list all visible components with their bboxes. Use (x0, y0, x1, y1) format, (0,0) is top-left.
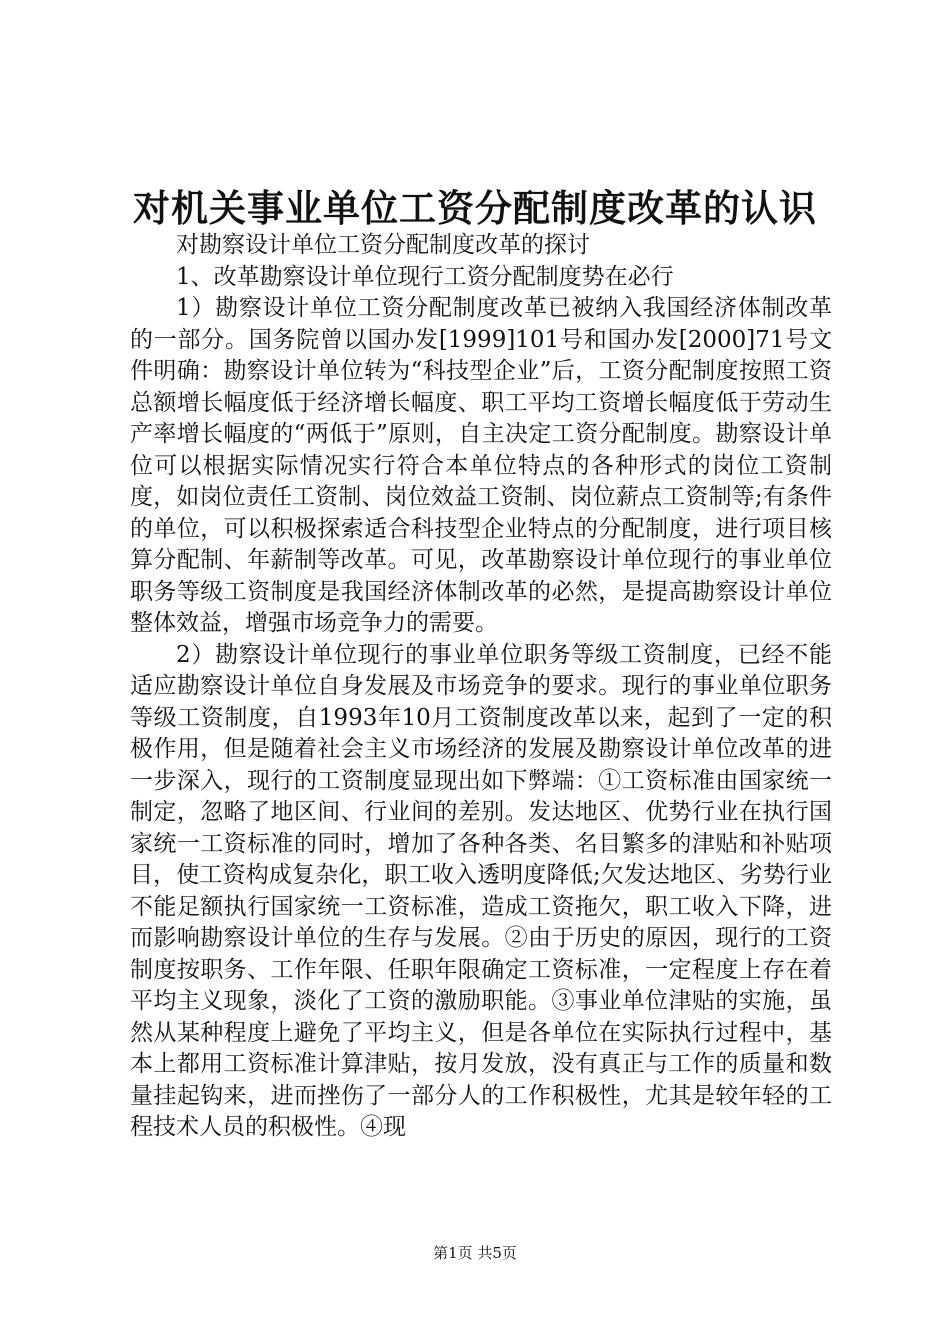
document-title: 对机关事业单位工资分配制度改革的认识 (133, 186, 817, 230)
document-body (130, 230, 832, 1144)
section-heading: 1、改革勘察设计单位现行工资分配制度势在必行 (176, 263, 674, 290)
page-footer: 第1页 共5页 (433, 1244, 517, 1262)
paragraph-2: 2）勘察设计单位现行的事业单位职务等级工资制度，已经不能适应勘察设计单位自身发展及市场竞争的要求。现行的事业单位职务等级工资制度，自1993年10月工资制度改革以来，起到了一定的积极作用，但是随着社会主义市场经济的发展及勘察设计单位改革的进一步深入，现行的工资制度显现出如下弊端：①工资标准由国家统一制定，忽略了地区间、行业间的差别。发达地区、优势行业在执行国家统一工资标准的同时，增加了各种各类、名目繁多的津贴和补贴项目，使工资构成复杂化，职工收入透明度降低;欠发达地区、劣势行业不能足额执行国家统一工资标准，造成工资拖欠，职工收入下降，进而影响勘察设计单位的生存与发展。②由于历史的原因，现行的工资制度按职务、工作年限、任职年限确定工资标准，一定程度上存在着平均主义现象，淡化了工资的激励职能。③事业单位津贴的实施，虽然从某种程度上避免了平均主义，但是各单位在实际执行过程中，基本上都用工资标准计算津贴，按月发放，没有真正与工作的质量和数量挂起钩来，进而挫伤了一部分人的工作积极性，尤其是较年轻的工程技术人员的积极性。④现 (130, 641, 832, 1140)
paragraph-1: 1）勘察设计单位工资分配制度改革已被纳入我国经济体制改革的一部分。国务院曾以国办发[1999]101号和国办发[2000]71号文件明确：勘察设计单位转为“科技型企业”后，工资分配制度按照工资总额增长幅度低于经济增长幅度、职工平均工资增长幅度低于劳动生产率增长幅度的“两低于”原则，自主决定工资分配制度。勘察设计单位可以根据实际情况实行符合本单位特点的各种形式的岗位工资制度，如岗位责任工资制、岗位效益工资制、岗位薪点工资制等;有条件的单位，可以积极探索适合科技型企业特点的分配制度，进行项目核算分配制、年薪制等改革。可见，改革勘察设计单位现行的事业单位职务等级工资制度是我国经济体制改革的必然，是提高勘察设计单位整体效益，增强市场竞争力的需要。 (130, 295, 832, 636)
subtitle: 对勘察设计单位工资分配制度改革的探讨 (176, 232, 590, 258)
